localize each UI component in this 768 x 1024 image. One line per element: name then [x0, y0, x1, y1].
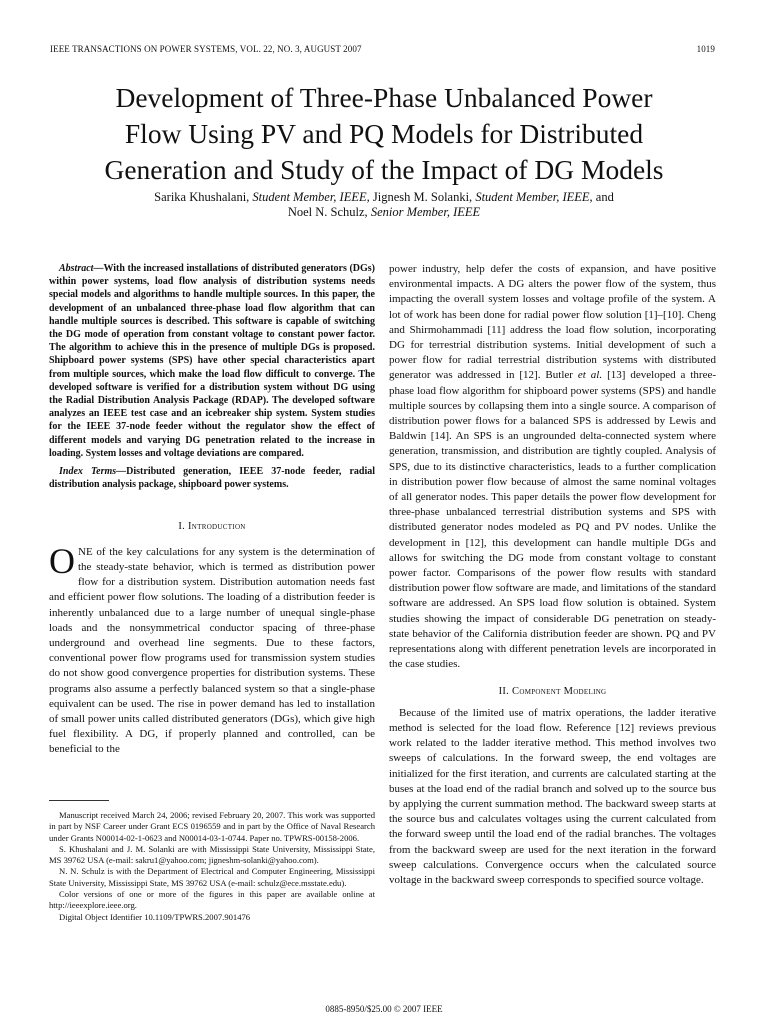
- index-terms-text: Distributed generation, IEEE 37-node feeder, radial distribution analysis package, shipboard power systems.: [49, 466, 375, 491]
- index-terms: [49, 465, 375, 491]
- page-number: 1019: [696, 44, 715, 54]
- author-line: [40, 205, 728, 220]
- author-membership: Student Member, IEEE,: [475, 190, 593, 204]
- footnote-divider: [49, 800, 109, 801]
- title-line: Flow Using PV and PQ Models for Distributed: [124, 118, 644, 149]
- left-column: [49, 262, 375, 758]
- author-membership: Senior Member, IEEE: [370, 205, 481, 219]
- intro-text: of the key calculations for any system is the determination of the steady-state behavior, which is termed as distribution power flow for a distribution system. Distribution automation needs fast and efficient power flow solutions. The loading of a distribution feeder is inherently unbalanced due to a large number of unequal single-phase loads and the nonsymmetrical conductor spacing of three-phase underground and overhead line segments. Due to these factors, conventional power flow programs used for transmission system studies do not show good convergence properties for distribution systems. These programs also assume a perfectly balanced system so that a single-phase equivalent can be used. The rise in power demand has led to installation of small power units called distributed generators (DGs), which give high fuel flexibility. A DG, if properly planned and controlled, can be beneficial to the: [49, 545, 375, 756]
- index-terms-label: Index Terms—: [59, 466, 127, 478]
- intro-text: power industry, help defer the costs of expansion, and have positive environmental impacts. A DG alters the power flow of the system, thus impacting the overall system losses and voltage profile of the system. A lot of work has been done for radial power flow solution [1]–[10]. Cheng and Shirmohammadi [11] address the load flow solution, incorporating DG for terrestrial distribution systems. Initial development of such a power flow for radial terrestrial distribution systems with distributed generator was addressed in [12]. Butler: [389, 263, 716, 382]
- author-name: Noel N. Schulz,: [287, 205, 368, 219]
- author-line: [40, 190, 728, 205]
- right-column: [389, 262, 716, 888]
- footnote-color-figures: Color versions of one or more of the figures in this paper are available online at http://ieeexplore.ieee.org.: [49, 889, 375, 911]
- author-membership: Student Member, IEEE,: [252, 190, 370, 204]
- author-block: [40, 190, 728, 220]
- title-line: Development of Three-Phase Unbalanced Power: [115, 82, 653, 113]
- footnotes: [49, 810, 375, 923]
- section-numeral: II.: [498, 686, 510, 698]
- drop-cap: O: [49, 540, 75, 581]
- section-heading-introduction: [49, 519, 375, 534]
- section-title: Component Modeling: [512, 686, 607, 698]
- footnote-author-schulz: N. N. Schulz is with the Department of Electrical and Computer Engineering, Mississippi State University, Mississippi State, MS 39762 USA (e-mail: schulz@ece.msstate.edu).: [49, 866, 375, 888]
- footnote-manuscript: Manuscript received March 24, 2006; revised February 20, 2007. This work was supported in part by NSF Career under Grant ECS 0196559 and in part by the Office of Naval Research under Grants N00014-02-1-0623 and N00014-03-1-0744. Paper no. TPWRS-00158-2006.: [49, 810, 375, 843]
- paper-title: [30, 80, 738, 188]
- section-heading-component-modeling: [389, 684, 716, 699]
- intro-continuation: [389, 262, 716, 672]
- abstract: [49, 262, 375, 460]
- component-modeling-paragraph: Because of the limited use of matrix operations, the ladder iterative method is selected for the load flow. Reference [12] reviews previous work related to the ladder iterative method. This method involves two sweeps of calculations. In the forward sweep, the end voltages are initialized for the first iteration, and currents are calculated starting at the buses at the load end of the radial branch and solved up to the source bus by applying the current summation method. The backward sweep starts at the source bus and calculates voltages using the current calculated from the forward sweep until the load end of the radial branches. The voltages from the backward sweep are used for the next iteration in the forward sweep calculations. Convergence occurs when the calculated source voltage in the backward sweep corresponds to specified source voltage.: [389, 706, 716, 887]
- copyright-line: 0885-8950/$25.00 © 2007 IEEE: [325, 1004, 443, 1014]
- footnote-authors: S. Khushalani and J. M. Solanki are with Mississippi State University, Mississippi State, MS 39762 USA (e-mail: sakru1@yahoo.com; jigneshm-solanki@yahoo.com).: [49, 843, 375, 866]
- intro-text: [13] developed a three-phase load flow algorithm for shipboard power systems (SPS) and handle multiple sources by collapsing them into a single source. A comparison of distribution power flows for a balanced SPS is addressed by Lewis and Baldwin [14]. An SPS is an ungrounded delta-connected system where generation, transmission, and distribution are tightly coupled. Analysis of SPS, due to its distinctive characteristics, leads to a further complication in distribution power flow because of almost the same nominal voltages of all generator nodes. This paper details the power flow development for three-phase unbalanced terrestrial distribution systems and SPS with distributed generator nodes modeled as PQ and PV nodes. Unlike the development in [12], this development can handle multiple DGs and allows for switching the DG mode from constant voltage to constant power factor. Comparisons of the power flow results with standard distribution power flow software are made, and limitations of the standard software are addressed. An SPS load flow solution is obtained. System studies showing the impact of considerable DG penetration on steady-state behavior of the California distribution feeder are shown. PQ and PV representations along with different penetration levels are incorporated in the case studies.: [389, 369, 717, 671]
- lead-word: NE: [78, 545, 93, 558]
- abstract-label: Abstract—: [59, 263, 104, 274]
- author-name: Jignesh M. Solanki,: [372, 190, 473, 204]
- author-conjunction: and: [595, 190, 614, 204]
- section-numeral: I.: [178, 521, 186, 533]
- footnote-doi: Digital Object Identifier 10.1109/TPWRS.2007.901476: [59, 911, 251, 922]
- citation-etal: et al.: [577, 369, 603, 382]
- abstract-text: With the increased installations of distributed generators (DGs) within power systems, load flow analysis of distribution systems needs special models and algorithms to handle multiple sources. In this paper, the development of an unbalanced three-phase load flow algorithm that can handle multiple sources is described. This software is capable of switching the DG mode of operation from constant voltage to constant power factor. The algorithm to achieve this in the presence of multiple DGs is proposed. Shipboard power systems (SPS) have other special characteristics apart from multiple sources, which make the load flow difficult to converge. The developed software is verified for a distribution system without DG using the Radial Distribution Analysis Package (RDAP). The developed software analyzes an IEEE test case and an icebreaker ship system. System studies for the IEEE 37-node feeder without the regulator show the effect of different models and varying DG penetration related to the increase in loading. System losses and voltage deviations are compared.: [49, 263, 375, 459]
- section-title: Introduction: [188, 521, 246, 533]
- running-header: [50, 44, 715, 54]
- journal-citation: IEEE TRANSACTIONS ON POWER SYSTEMS, VOL. 22, NO. 3, AUGUST 2007: [50, 44, 362, 54]
- title-line: Generation and Study of the Impact of DG Models: [104, 154, 664, 185]
- intro-paragraph: [49, 540, 375, 758]
- author-name: Sarika Khushalani,: [154, 190, 250, 204]
